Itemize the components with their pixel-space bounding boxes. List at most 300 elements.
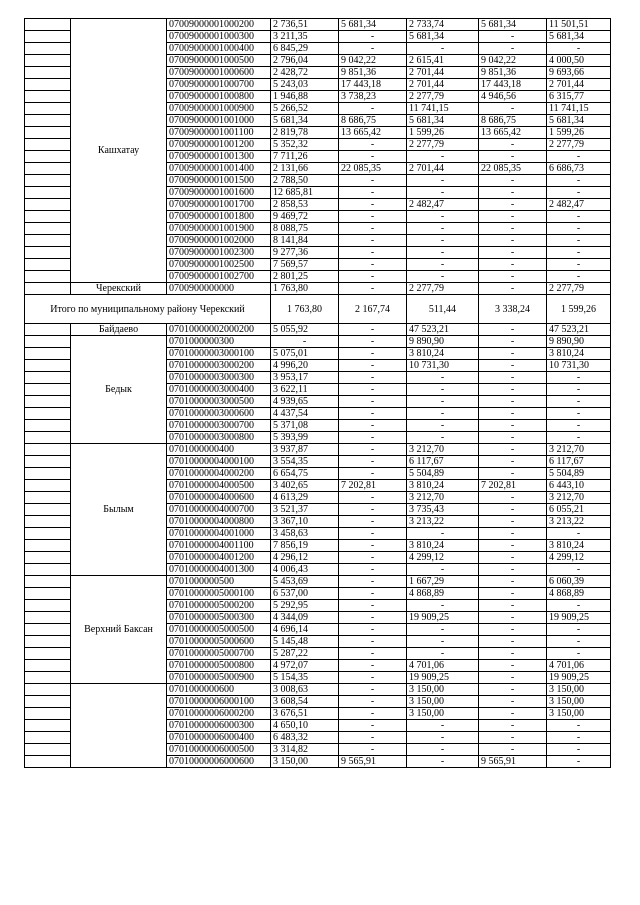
tariff-table	[24, 18, 611, 768]
code-cell: 07009000001001500	[167, 175, 271, 187]
value-cell: -	[339, 516, 407, 528]
margin-cell	[25, 492, 71, 504]
value-cell: 4 939,65	[271, 396, 339, 408]
code-cell: 07009000001001300	[167, 151, 271, 163]
value-cell: -	[479, 456, 547, 468]
value-cell: 6 443,10	[547, 480, 611, 492]
value-cell: 3 213,22	[547, 516, 611, 528]
value-cell: 12 685,81	[271, 187, 339, 199]
value-cell: 3 521,37	[271, 504, 339, 516]
value-cell: 5 681,34	[271, 115, 339, 127]
code-cell: 07009000001000200	[167, 19, 271, 31]
value-cell: -	[479, 348, 547, 360]
margin-cell	[25, 456, 71, 468]
value-cell: -	[479, 372, 547, 384]
value-cell: 2 428,72	[271, 67, 339, 79]
code-cell: 07010000005000800	[167, 660, 271, 672]
value-cell: -	[479, 271, 547, 283]
value-cell: -	[407, 211, 479, 223]
value-cell: -	[479, 223, 547, 235]
value-cell: 3 402,65	[271, 480, 339, 492]
value-cell: 3 608,54	[271, 696, 339, 708]
value-cell: 47 523,21	[407, 324, 479, 336]
value-cell: 4 696,14	[271, 624, 339, 636]
value-cell: -	[547, 43, 611, 55]
value-cell: 5 266,52	[271, 103, 339, 115]
value-cell: 5 393,99	[271, 432, 339, 444]
value-cell: -	[407, 420, 479, 432]
value-cell: 2 801,25	[271, 271, 339, 283]
value-cell: -	[339, 636, 407, 648]
code-cell: 07010000004000100	[167, 456, 271, 468]
value-cell: 3 676,51	[271, 708, 339, 720]
value-cell: 2 131,66	[271, 163, 339, 175]
table-row	[25, 684, 611, 696]
value-cell: -	[479, 552, 547, 564]
value-cell: -	[479, 283, 547, 295]
value-cell: 9 851,36	[339, 67, 407, 79]
code-cell: 07010000006000600	[167, 756, 271, 768]
value-cell: 11 741,15	[547, 103, 611, 115]
margin-cell	[25, 163, 71, 175]
value-cell: -	[407, 648, 479, 660]
value-cell: -	[547, 175, 611, 187]
value-cell: 3 953,17	[271, 372, 339, 384]
value-cell: -	[339, 139, 407, 151]
value-cell: 9 890,90	[407, 336, 479, 348]
value-cell: 22 085,35	[339, 163, 407, 175]
margin-cell	[25, 444, 71, 456]
margin-cell	[25, 139, 71, 151]
value-cell: 10 731,30	[407, 360, 479, 372]
value-cell: -	[547, 223, 611, 235]
value-cell: -	[479, 588, 547, 600]
value-cell: -	[339, 384, 407, 396]
value-cell: 6 845,29	[271, 43, 339, 55]
table-row	[25, 336, 611, 348]
value-cell: -	[339, 151, 407, 163]
value-cell: -	[407, 235, 479, 247]
total-row	[25, 295, 611, 324]
value-cell: 2 615,41	[407, 55, 479, 67]
value-cell: 3 212,70	[547, 492, 611, 504]
value-cell: -	[547, 247, 611, 259]
value-cell: 5 681,34	[407, 31, 479, 43]
value-cell: 3 735,43	[407, 504, 479, 516]
value-cell: 2 482,47	[407, 199, 479, 211]
total-value: 1 599,26	[547, 295, 611, 324]
value-cell: -	[339, 444, 407, 456]
value-cell: 5 292,95	[271, 600, 339, 612]
value-cell: 47 523,21	[547, 324, 611, 336]
value-cell: -	[339, 672, 407, 684]
value-cell: -	[547, 151, 611, 163]
value-cell: -	[339, 540, 407, 552]
value-cell: -	[479, 324, 547, 336]
code-cell: 07009000001002300	[167, 247, 271, 259]
value-cell: -	[339, 696, 407, 708]
value-cell: -	[479, 528, 547, 540]
table-row	[25, 324, 611, 336]
value-cell: -	[339, 720, 407, 732]
code-cell: 07009000001000800	[167, 91, 271, 103]
margin-cell	[25, 756, 71, 768]
value-cell: -	[271, 336, 339, 348]
value-cell: -	[339, 588, 407, 600]
table-row	[25, 283, 611, 295]
value-cell: 19 909,25	[407, 672, 479, 684]
value-cell: -	[547, 384, 611, 396]
value-cell: 4 299,12	[547, 552, 611, 564]
value-cell: -	[339, 564, 407, 576]
value-cell: 4 946,56	[479, 91, 547, 103]
value-cell: -	[339, 648, 407, 660]
value-cell: -	[479, 636, 547, 648]
value-cell: 5 681,34	[547, 31, 611, 43]
value-cell: 10 731,30	[547, 360, 611, 372]
margin-cell	[25, 67, 71, 79]
code-cell: 07009000001000900	[167, 103, 271, 115]
value-cell: -	[339, 432, 407, 444]
value-cell: 2 788,50	[271, 175, 339, 187]
value-cell: -	[479, 408, 547, 420]
value-cell: -	[407, 564, 479, 576]
value-cell: -	[407, 624, 479, 636]
value-cell: -	[547, 211, 611, 223]
value-cell: 3 810,24	[407, 480, 479, 492]
settlement-name	[71, 684, 167, 768]
value-cell: -	[479, 648, 547, 660]
value-cell: -	[339, 175, 407, 187]
code-cell: 07010000003000300	[167, 372, 271, 384]
value-cell: 5 681,34	[339, 19, 407, 31]
table-row	[25, 444, 611, 456]
value-cell: -	[479, 31, 547, 43]
value-cell: 1 667,29	[407, 576, 479, 588]
value-cell: -	[407, 756, 479, 768]
margin-cell	[25, 540, 71, 552]
value-cell: 5 287,22	[271, 648, 339, 660]
value-cell: 11 501,51	[547, 19, 611, 31]
value-cell: 4 613,29	[271, 492, 339, 504]
value-cell: -	[479, 576, 547, 588]
code-cell: 0700900000000	[167, 283, 271, 295]
total-value: 3 338,24	[479, 295, 547, 324]
code-cell: 07010000003000400	[167, 384, 271, 396]
value-cell: 2 277,79	[407, 283, 479, 295]
value-cell: -	[547, 564, 611, 576]
value-cell: 4 344,09	[271, 612, 339, 624]
value-cell: -	[547, 744, 611, 756]
value-cell: 9 042,22	[339, 55, 407, 67]
value-cell: -	[547, 259, 611, 271]
value-cell: 1 599,26	[407, 127, 479, 139]
value-cell: 2 796,04	[271, 55, 339, 67]
total-label: Итого по муниципальному району Черекский	[25, 295, 271, 324]
margin-cell	[25, 672, 71, 684]
value-cell: -	[339, 31, 407, 43]
value-cell: -	[407, 271, 479, 283]
value-cell: -	[547, 636, 611, 648]
value-cell: 3 150,00	[547, 708, 611, 720]
margin-cell	[25, 271, 71, 283]
value-cell: -	[407, 384, 479, 396]
value-cell: 2 858,53	[271, 199, 339, 211]
margin-cell	[25, 151, 71, 163]
value-cell: 3 211,35	[271, 31, 339, 43]
value-cell: 3 314,82	[271, 744, 339, 756]
value-cell: 3 622,11	[271, 384, 339, 396]
value-cell: 3 810,24	[407, 348, 479, 360]
value-cell: 9 693,66	[547, 67, 611, 79]
value-cell: -	[479, 139, 547, 151]
margin-cell	[25, 696, 71, 708]
value-cell: 4 868,89	[547, 588, 611, 600]
margin-cell	[25, 211, 71, 223]
margin-cell	[25, 235, 71, 247]
value-cell: 5 504,89	[407, 468, 479, 480]
value-cell: -	[407, 432, 479, 444]
value-cell: -	[479, 708, 547, 720]
settlement-name: Верхний Баксан	[71, 576, 167, 684]
value-cell: -	[339, 211, 407, 223]
value-cell: -	[479, 468, 547, 480]
margin-cell	[25, 384, 71, 396]
value-cell: 17 443,18	[479, 79, 547, 91]
value-cell: -	[407, 151, 479, 163]
code-cell: 07010000005000600	[167, 636, 271, 648]
value-cell: -	[339, 336, 407, 348]
margin-cell	[25, 660, 71, 672]
margin-cell	[25, 324, 71, 336]
value-cell: 7 711,26	[271, 151, 339, 163]
value-cell: 3 008,63	[271, 684, 339, 696]
value-cell: 7 202,81	[339, 480, 407, 492]
margin-cell	[25, 576, 71, 588]
value-cell: 2 277,79	[547, 283, 611, 295]
settlement-name: Байдаево	[71, 324, 167, 336]
value-cell: 3 150,00	[271, 756, 339, 768]
value-cell: -	[339, 612, 407, 624]
margin-cell	[25, 420, 71, 432]
value-cell: 9 565,91	[339, 756, 407, 768]
value-cell: 3 554,35	[271, 456, 339, 468]
value-cell: -	[547, 528, 611, 540]
value-cell: -	[547, 720, 611, 732]
value-cell: -	[479, 720, 547, 732]
value-cell: -	[339, 504, 407, 516]
margin-cell	[25, 564, 71, 576]
value-cell: 3 212,70	[407, 444, 479, 456]
value-cell: -	[547, 732, 611, 744]
value-cell: 5 243,03	[271, 79, 339, 91]
code-cell: 07010000006000400	[167, 732, 271, 744]
value-cell: -	[407, 247, 479, 259]
margin-cell	[25, 175, 71, 187]
value-cell: -	[407, 175, 479, 187]
value-cell: -	[339, 408, 407, 420]
code-cell: 07009000001001600	[167, 187, 271, 199]
value-cell: 5 352,32	[271, 139, 339, 151]
value-cell: 9 042,22	[479, 55, 547, 67]
value-cell: -	[479, 396, 547, 408]
margin-cell	[25, 600, 71, 612]
value-cell: -	[479, 43, 547, 55]
value-cell: 2 819,78	[271, 127, 339, 139]
value-cell: 9 565,91	[479, 756, 547, 768]
code-cell: 07010000005000200	[167, 600, 271, 612]
margin-cell	[25, 516, 71, 528]
value-cell: 4 972,07	[271, 660, 339, 672]
value-cell: -	[339, 324, 407, 336]
value-cell: 6 654,75	[271, 468, 339, 480]
value-cell: -	[547, 408, 611, 420]
margin-cell	[25, 259, 71, 271]
value-cell: 5 453,69	[271, 576, 339, 588]
total-value: 511,44	[407, 295, 479, 324]
table-row	[25, 19, 611, 31]
value-cell: -	[339, 600, 407, 612]
value-cell: -	[479, 684, 547, 696]
code-cell: 07010000003000200	[167, 360, 271, 372]
margin-cell	[25, 744, 71, 756]
code-cell: 07010000003000600	[167, 408, 271, 420]
value-cell: -	[339, 708, 407, 720]
margin-cell	[25, 115, 71, 127]
code-cell: 0701000000600	[167, 684, 271, 696]
code-cell: 07009000001000700	[167, 79, 271, 91]
code-cell: 07009000001001700	[167, 199, 271, 211]
value-cell: 6 117,67	[407, 456, 479, 468]
value-cell: -	[407, 223, 479, 235]
value-cell: -	[339, 247, 407, 259]
value-cell: -	[407, 396, 479, 408]
value-cell: 9 277,36	[271, 247, 339, 259]
value-cell: -	[339, 552, 407, 564]
value-cell: -	[339, 360, 407, 372]
value-cell: -	[547, 187, 611, 199]
code-cell: 07010000004001300	[167, 564, 271, 576]
value-cell: 5 075,01	[271, 348, 339, 360]
settlement-name: Кашхатау	[71, 19, 167, 283]
value-cell: -	[479, 247, 547, 259]
margin-cell	[25, 396, 71, 408]
code-cell: 07010000003000700	[167, 420, 271, 432]
code-cell: 07009000001001000	[167, 115, 271, 127]
value-cell: -	[479, 660, 547, 672]
value-cell: 4 299,12	[407, 552, 479, 564]
value-cell: -	[479, 103, 547, 115]
value-cell: -	[479, 259, 547, 271]
margin-cell	[25, 19, 71, 31]
value-cell: 19 909,25	[547, 672, 611, 684]
value-cell: -	[547, 396, 611, 408]
value-cell: 1 763,80	[271, 283, 339, 295]
margin-cell	[25, 468, 71, 480]
value-cell: -	[339, 684, 407, 696]
value-cell: 4 701,06	[407, 660, 479, 672]
value-cell: 3 458,63	[271, 528, 339, 540]
settlement-name: Былым	[71, 444, 167, 576]
value-cell: 3 367,10	[271, 516, 339, 528]
value-cell: -	[479, 444, 547, 456]
value-cell: -	[407, 732, 479, 744]
value-cell: -	[407, 720, 479, 732]
code-cell: 0701000000500	[167, 576, 271, 588]
value-cell: -	[339, 199, 407, 211]
value-cell: -	[479, 492, 547, 504]
code-cell: 07009000001001800	[167, 211, 271, 223]
code-cell: 07009000001002500	[167, 259, 271, 271]
value-cell: 2 701,44	[547, 79, 611, 91]
value-cell: 8 088,75	[271, 223, 339, 235]
value-cell: 8 686,75	[479, 115, 547, 127]
code-cell: 07010000004001000	[167, 528, 271, 540]
value-cell: -	[479, 600, 547, 612]
margin-cell	[25, 432, 71, 444]
code-cell: 07010000006000100	[167, 696, 271, 708]
value-cell: -	[339, 348, 407, 360]
margin-cell	[25, 528, 71, 540]
value-cell: 9 851,36	[479, 67, 547, 79]
code-cell: 07009000001000400	[167, 43, 271, 55]
total-value: 1 763,80	[271, 295, 339, 324]
value-cell: -	[339, 528, 407, 540]
value-cell: 2 736,51	[271, 19, 339, 31]
margin-cell	[25, 636, 71, 648]
value-cell: 2 701,44	[407, 67, 479, 79]
value-cell: -	[339, 187, 407, 199]
table-row	[25, 576, 611, 588]
value-cell: -	[479, 151, 547, 163]
value-cell: -	[547, 648, 611, 660]
value-cell: -	[339, 223, 407, 235]
value-cell: 6 117,67	[547, 456, 611, 468]
value-cell: 6 055,21	[547, 504, 611, 516]
margin-cell	[25, 720, 71, 732]
value-cell: -	[407, 528, 479, 540]
value-cell: 3 810,24	[547, 540, 611, 552]
code-cell: 07010000005000500	[167, 624, 271, 636]
code-cell: 07009000001000500	[167, 55, 271, 67]
value-cell: 6 060,39	[547, 576, 611, 588]
code-cell: 07010000006000300	[167, 720, 271, 732]
value-cell: -	[339, 492, 407, 504]
code-cell: 07010000003000800	[167, 432, 271, 444]
value-cell: 5 055,92	[271, 324, 339, 336]
margin-cell	[25, 408, 71, 420]
value-cell: -	[479, 732, 547, 744]
margin-cell	[25, 336, 71, 348]
value-cell: 2 277,79	[407, 91, 479, 103]
value-cell: 2 701,44	[407, 79, 479, 91]
value-cell: 19 909,25	[547, 612, 611, 624]
code-cell: 07010000003000500	[167, 396, 271, 408]
code-cell: 07010000004000800	[167, 516, 271, 528]
margin-cell	[25, 504, 71, 516]
settlement-name: Бедык	[71, 336, 167, 444]
value-cell: 5 154,35	[271, 672, 339, 684]
value-cell: -	[479, 235, 547, 247]
value-cell: -	[339, 235, 407, 247]
margin-cell	[25, 247, 71, 259]
value-cell: -	[407, 744, 479, 756]
value-cell: 3 213,22	[407, 516, 479, 528]
value-cell: 19 909,25	[407, 612, 479, 624]
code-cell: 07010000005000700	[167, 648, 271, 660]
value-cell: 17 443,18	[339, 79, 407, 91]
value-cell: 11 741,15	[407, 103, 479, 115]
